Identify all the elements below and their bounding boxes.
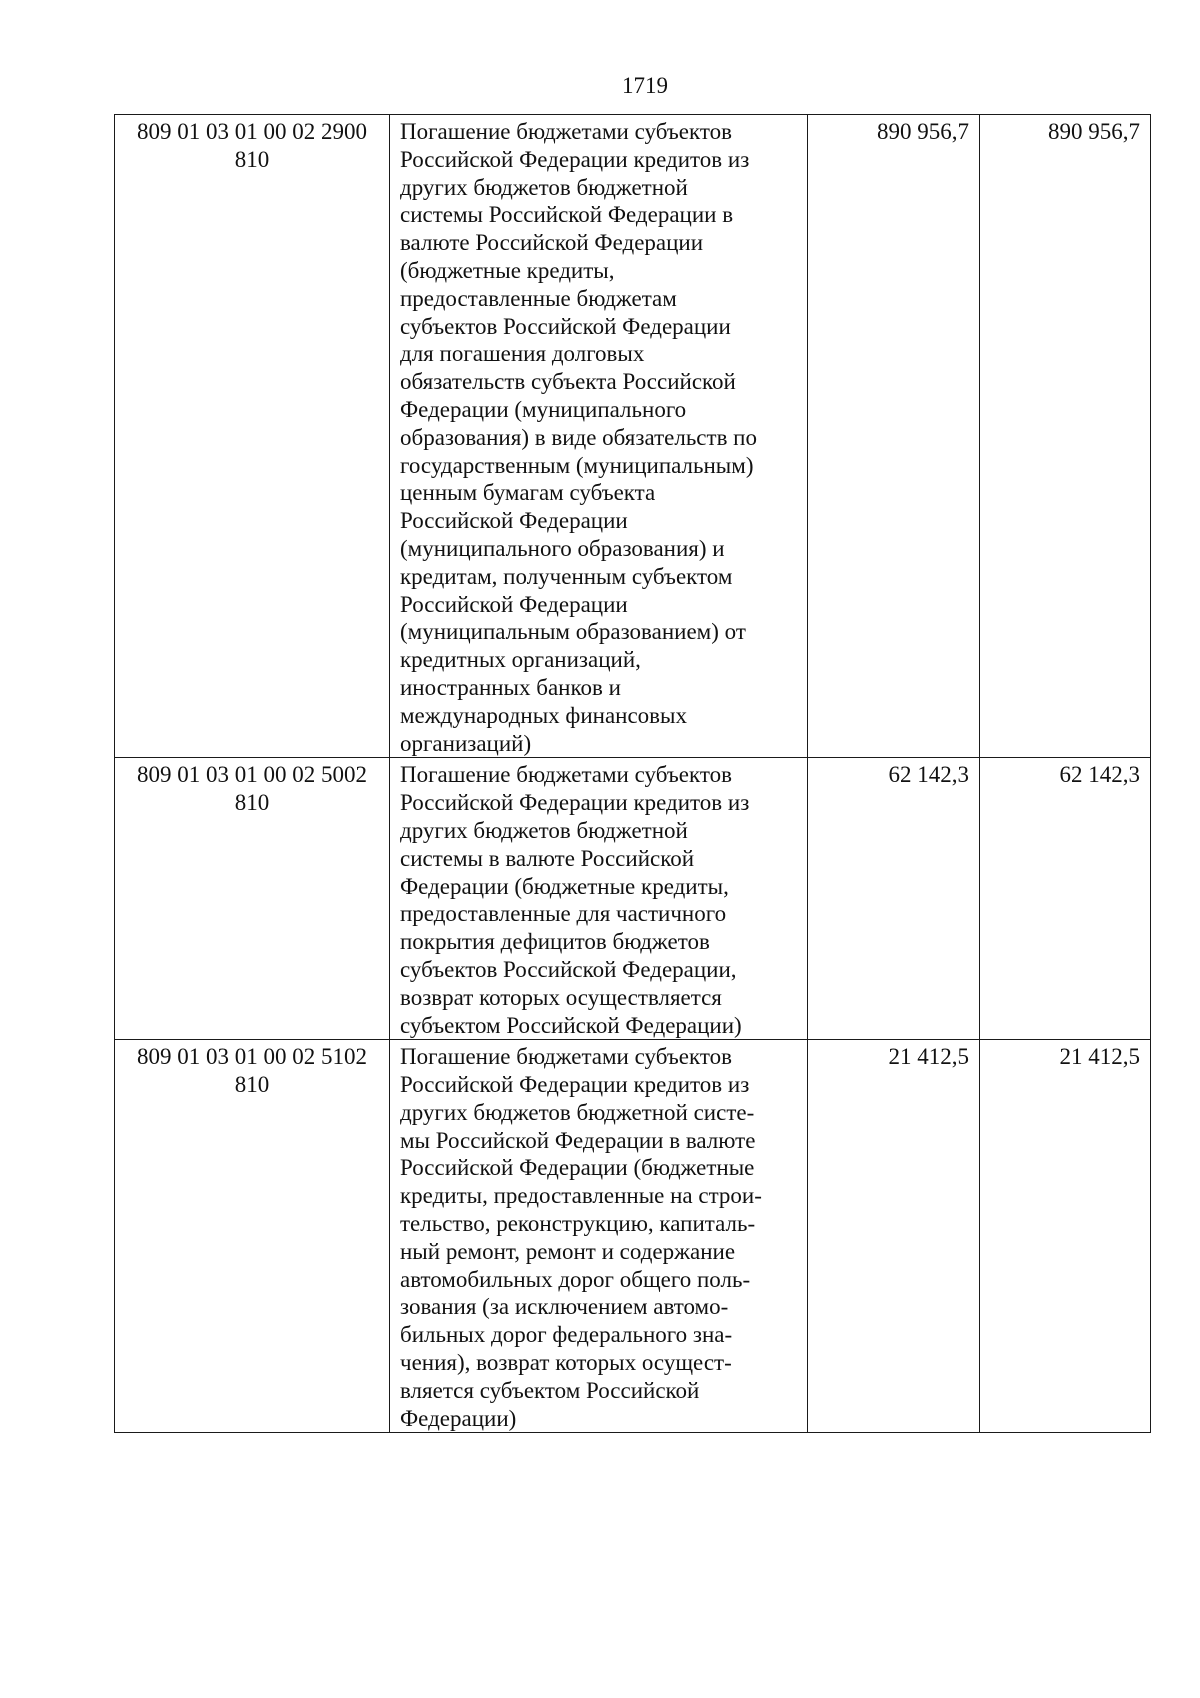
budget-code-line: 809 01 03 01 00 02 5102 bbox=[137, 1044, 367, 1070]
budget-code-line: 810 bbox=[234, 146, 270, 172]
description-cell bbox=[390, 1040, 808, 1433]
description-line: других бюджетов бюджетной систе- bbox=[400, 1099, 755, 1125]
amount-cell-second: 62 142,3 bbox=[980, 758, 1151, 1040]
description-line: ный ремонт, ремонт и содержание bbox=[400, 1238, 736, 1264]
amount-cell-second: 890 956,7 bbox=[980, 115, 1151, 758]
description-cell bbox=[390, 115, 808, 758]
description-line: Российской Федерации кредитов из bbox=[400, 146, 750, 172]
budget-code-cell bbox=[115, 758, 390, 1040]
description-line: бильных дорог федерального зна- bbox=[400, 1322, 733, 1348]
description-line: автомобильных дорог общего поль- bbox=[400, 1266, 751, 1292]
description-line: Российской Федерации bbox=[400, 508, 628, 534]
description-line: зования (за исключением автомо- bbox=[400, 1294, 729, 1320]
amount-cell-first: 62 142,3 bbox=[808, 758, 980, 1040]
amount-cell-first: 21 412,5 bbox=[808, 1040, 980, 1433]
table-body bbox=[115, 115, 1151, 1433]
budget-code-cell bbox=[115, 115, 390, 758]
description-line: Российской Федерации кредитов из bbox=[400, 1072, 750, 1098]
description-line: Российской Федерации (бюджетные bbox=[400, 1155, 755, 1181]
description-line: Погашение бюджетами субъектов bbox=[400, 119, 732, 144]
description-line: (бюджетные кредиты, bbox=[400, 257, 615, 283]
description-line: ценным бумагам субъекта bbox=[400, 480, 656, 506]
table-row bbox=[115, 115, 1151, 758]
description-line: Российской Федерации кредитов из bbox=[400, 790, 750, 816]
description-line: Российской Федерации bbox=[400, 591, 628, 617]
description-line: (муниципальным образованием) от bbox=[400, 619, 746, 645]
description-line: Федерации) bbox=[400, 1405, 517, 1431]
description-line: кредитам, полученным субъектом bbox=[400, 563, 733, 589]
description-line: возврат которых осуществляется bbox=[400, 984, 722, 1010]
description-line: для погашения долговых bbox=[400, 341, 645, 367]
description-line: предоставленные бюджетам bbox=[400, 285, 677, 311]
description-line: вляется субъектом Российской bbox=[400, 1377, 700, 1403]
table-row bbox=[115, 758, 1151, 1040]
budget-code-cell bbox=[115, 1040, 390, 1433]
description-line: субъектом Российской Федерации) bbox=[400, 1012, 742, 1038]
description-line: Погашение бюджетами субъектов bbox=[400, 1044, 732, 1070]
budget-table bbox=[114, 114, 1151, 1433]
description-line: субъектов Российской Федерации bbox=[400, 313, 731, 339]
description-line: Федерации (муниципального bbox=[400, 396, 687, 422]
budget-code-line: 809 01 03 01 00 02 2900 bbox=[137, 119, 367, 144]
description-line: образования) в виде обязательств по bbox=[400, 424, 757, 450]
description-line: системы в валюте Российской bbox=[400, 845, 695, 871]
description-line: международных финансовых bbox=[400, 702, 687, 728]
description-line: предоставленные для частичного bbox=[400, 901, 727, 927]
budget-code-line: 809 01 03 01 00 02 5002 bbox=[137, 762, 367, 788]
description-line: субъектов Российской Федерации, bbox=[400, 956, 737, 982]
amount-cell-first: 890 956,7 bbox=[808, 115, 980, 758]
description-line: кредитных организаций, bbox=[400, 647, 641, 673]
description-line: чения), возврат которых осущест- bbox=[400, 1350, 732, 1376]
description-line: Погашение бюджетами субъектов bbox=[400, 762, 732, 788]
description-line: тельство, реконструкцию, капиталь- bbox=[400, 1211, 756, 1237]
budget-code-line: 810 bbox=[234, 1072, 270, 1098]
table-row bbox=[115, 1040, 1151, 1433]
description-line: мы Российской Федерации в валюте bbox=[400, 1127, 756, 1153]
description-line: иностранных банков и bbox=[400, 674, 621, 700]
description-line: Федерации (бюджетные кредиты, bbox=[400, 873, 729, 899]
description-line: государственным (муниципальным) bbox=[400, 452, 754, 478]
description-line: других бюджетов бюджетной bbox=[400, 174, 688, 200]
description-line: кредиты, предоставленные на строи- bbox=[400, 1183, 762, 1209]
description-line: обязательств субъекта Российской bbox=[400, 369, 736, 395]
budget-code-line: 810 bbox=[234, 790, 270, 816]
description-line: организаций) bbox=[400, 730, 532, 756]
description-cell bbox=[390, 758, 808, 1040]
description-line: других бюджетов бюджетной bbox=[400, 817, 688, 843]
description-line: системы Российской Федерации в bbox=[400, 202, 734, 228]
description-line: валюте Российской Федерации bbox=[400, 230, 704, 256]
description-line: (муниципального образования) и bbox=[400, 535, 725, 561]
description-line: покрытия дефицитов бюджетов bbox=[400, 929, 710, 955]
amount-cell-second: 21 412,5 bbox=[980, 1040, 1151, 1433]
page-number: 1719 bbox=[622, 73, 668, 98]
